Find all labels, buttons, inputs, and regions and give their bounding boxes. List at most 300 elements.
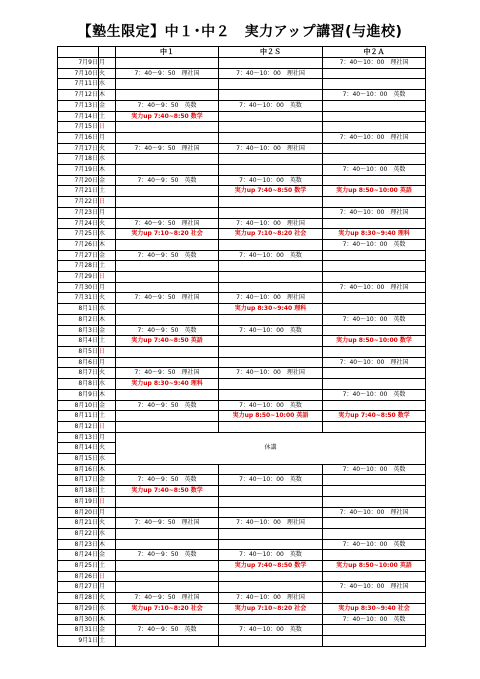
table-row xyxy=(58,475,426,486)
weekday-cell: 土 xyxy=(99,561,116,572)
date-cell: 8月14日 xyxy=(58,443,99,454)
date-cell: 7月21日 xyxy=(58,186,99,197)
grade2a-cell xyxy=(323,143,426,154)
date-cell: 7月25日 xyxy=(58,229,99,240)
grade2a-cell: 実力up 8:50~10:00 英語 xyxy=(323,561,426,572)
table-row xyxy=(58,432,426,443)
grade1-cell xyxy=(116,614,219,625)
date-cell: 7月16日 xyxy=(58,132,99,143)
grade2a-cell xyxy=(323,218,426,229)
grade2s-cell: 実力up 8:50~10:00 英語 xyxy=(219,411,323,422)
table-row xyxy=(58,207,426,218)
date-cell: 8月31日 xyxy=(58,625,99,636)
weekday-cell: 日 xyxy=(99,122,116,133)
grade1-cell xyxy=(116,539,219,550)
date-cell: 8月9日 xyxy=(58,389,99,400)
table-row xyxy=(58,261,426,272)
date-cell: 8月20日 xyxy=(58,507,99,518)
table-row xyxy=(58,111,426,122)
date-cell: 7月20日 xyxy=(58,175,99,186)
grade1-cell xyxy=(116,79,219,90)
table-row xyxy=(58,304,426,315)
weekday-cell: 火 xyxy=(99,68,116,79)
grade2s-cell xyxy=(219,122,323,133)
grade1-cell xyxy=(116,507,219,518)
date-cell: 8月8日 xyxy=(58,379,99,390)
date-cell: 8月2日 xyxy=(58,314,99,325)
grade1-cell xyxy=(116,261,219,272)
grade1-cell: 7：40～9：50 英数 xyxy=(116,625,219,636)
date-cell: 7月27日 xyxy=(58,250,99,261)
grade1-cell: 実力up 7:40~8:50 数学 xyxy=(116,486,219,497)
grade2a-cell xyxy=(323,346,426,357)
weekday-cell: 火 xyxy=(99,143,116,154)
table-row xyxy=(58,58,426,69)
grade2s-cell xyxy=(219,389,323,400)
date-cell: 7月23日 xyxy=(58,207,99,218)
grade1-cell: 実力up 7:40~8:50 英語 xyxy=(116,336,219,347)
grade1-cell xyxy=(116,122,219,133)
page-title: 【塾生限定】中１･中２ 実力アップ講習(与進校) xyxy=(77,24,403,40)
weekday-cell: 火 xyxy=(99,593,116,604)
grade2a-cell xyxy=(323,571,426,582)
date-cell: 8月23日 xyxy=(58,539,99,550)
weekday-cell: 日 xyxy=(99,421,116,432)
grade2a-cell xyxy=(323,68,426,79)
grade2s-cell: 7：40～10：00 英数 xyxy=(219,475,323,486)
grade1-cell: 7：40～9：50 理社国 xyxy=(116,68,219,79)
grade2a-cell xyxy=(323,197,426,208)
grade2a-cell xyxy=(323,518,426,529)
grade1-cell xyxy=(116,561,219,572)
date-cell: 8月6日 xyxy=(58,357,99,368)
grade2a-cell xyxy=(323,122,426,133)
grade2a-cell xyxy=(323,154,426,165)
grade1-cell xyxy=(116,496,219,507)
grade1-cell: 実力up 8:30~9:40 理科 xyxy=(116,379,219,390)
grade1-cell xyxy=(116,186,219,197)
grade1-cell: 7：40～9：50 英数 xyxy=(116,250,219,261)
weekday-cell: 木 xyxy=(99,539,116,550)
grade1-cell xyxy=(116,282,219,293)
grade2a-cell xyxy=(323,325,426,336)
table-row xyxy=(58,614,426,625)
date-cell: 7月18日 xyxy=(58,154,99,165)
weekday-cell: 火 xyxy=(99,443,116,454)
grade2s-cell xyxy=(219,528,323,539)
date-cell: 8月5日 xyxy=(58,346,99,357)
grade1-cell xyxy=(116,582,219,593)
date-cell: 7月24日 xyxy=(58,218,99,229)
grade2s-cell xyxy=(219,58,323,69)
grade1-cell: 7：40～9：50 英数 xyxy=(116,325,219,336)
grade2s-cell xyxy=(219,132,323,143)
grade2a-cell xyxy=(323,272,426,283)
header-grade2s: 中２Ｓ xyxy=(219,47,323,58)
closed-cell: 休講 xyxy=(116,432,426,464)
date-cell: 7月19日 xyxy=(58,165,99,176)
table-row xyxy=(58,218,426,229)
weekday-cell: 月 xyxy=(99,432,116,443)
weekday-cell: 水 xyxy=(99,79,116,90)
weekday-cell: 水 xyxy=(99,603,116,614)
grade2s-cell xyxy=(219,207,323,218)
weekday-cell: 水 xyxy=(99,304,116,315)
date-cell: 7月15日 xyxy=(58,122,99,133)
weekday-cell: 木 xyxy=(99,314,116,325)
grade1-cell xyxy=(116,304,219,315)
table-row xyxy=(58,496,426,507)
header-grade1: 中１ xyxy=(116,47,219,58)
grade2a-cell xyxy=(323,175,426,186)
table-row xyxy=(58,539,426,550)
grade2a-cell xyxy=(323,304,426,315)
grade2a-cell xyxy=(323,379,426,390)
grade1-cell: 実力up 7:40~8:50 数学 xyxy=(116,111,219,122)
date-cell: 9月1日 xyxy=(58,635,99,646)
date-cell: 8月30日 xyxy=(58,614,99,625)
grade2s-cell xyxy=(219,239,323,250)
weekday-cell: 土 xyxy=(99,635,116,646)
date-cell: 8月19日 xyxy=(58,496,99,507)
grade2a-cell: 実力up 8:50~10:00 英語 xyxy=(323,186,426,197)
grade2s-cell xyxy=(219,90,323,101)
grade1-cell xyxy=(116,239,219,250)
grade1-cell: 7：40～9：50 英数 xyxy=(116,550,219,561)
weekday-cell: 木 xyxy=(99,389,116,400)
grade2a-cell: 7：40～10：00 英数 xyxy=(323,389,426,400)
grade2a-cell: 7：40～10：00 理社国 xyxy=(323,582,426,593)
weekday-cell: 日 xyxy=(99,346,116,357)
date-cell: 8月10日 xyxy=(58,400,99,411)
date-cell: 8月7日 xyxy=(58,368,99,379)
grade1-cell xyxy=(116,357,219,368)
weekday-cell: 水 xyxy=(99,229,116,240)
grade2s-cell xyxy=(219,614,323,625)
grade1-cell xyxy=(116,207,219,218)
grade1-cell xyxy=(116,197,219,208)
date-cell: 8月28日 xyxy=(58,593,99,604)
date-cell: 7月11日 xyxy=(58,79,99,90)
date-cell: 7月31日 xyxy=(58,293,99,304)
table-row xyxy=(58,325,426,336)
weekday-cell: 土 xyxy=(99,186,116,197)
grade2s-cell: 7：40～10：00 理社国 xyxy=(219,293,323,304)
grade2s-cell xyxy=(219,635,323,646)
grade1-cell: 実力up 7:10~8:20 社会 xyxy=(116,229,219,240)
table-row xyxy=(58,464,426,475)
grade2s-cell: 実力up 7:10~8:20 社会 xyxy=(219,603,323,614)
table-row xyxy=(58,143,426,154)
weekday-cell: 月 xyxy=(99,282,116,293)
grade2a-cell xyxy=(323,293,426,304)
grade2a-cell: 実力up 8:30~9:40 社会 xyxy=(323,603,426,614)
grade2a-cell: 7：40～10：00 理社国 xyxy=(323,132,426,143)
header-row xyxy=(58,47,426,58)
grade2a-cell: 7：40～10：00 英数 xyxy=(323,239,426,250)
grade1-cell xyxy=(116,314,219,325)
date-cell: 8月22日 xyxy=(58,528,99,539)
table-row xyxy=(58,518,426,529)
date-cell: 8月11日 xyxy=(58,411,99,422)
table-row xyxy=(58,346,426,357)
weekday-cell: 水 xyxy=(99,454,116,465)
grade2a-cell xyxy=(323,593,426,604)
grade1-cell: 7：40～9：50 英数 xyxy=(116,175,219,186)
header-grade2a: 中２Ａ xyxy=(323,47,426,58)
weekday-cell: 月 xyxy=(99,582,116,593)
grade2s-cell xyxy=(219,357,323,368)
grade2a-cell: 実力up 8:30~9:40 理科 xyxy=(323,229,426,240)
grade2a-cell xyxy=(323,400,426,411)
weekday-cell: 水 xyxy=(99,154,116,165)
date-cell: 8月17日 xyxy=(58,475,99,486)
grade2s-cell: 7：40～10：00 英数 xyxy=(219,625,323,636)
weekday-cell: 金 xyxy=(99,250,116,261)
grade2a-cell xyxy=(323,100,426,111)
grade2a-cell xyxy=(323,79,426,90)
date-cell: 8月13日 xyxy=(58,432,99,443)
grade2a-cell xyxy=(323,421,426,432)
grade2s-cell xyxy=(219,282,323,293)
date-cell: 8月26日 xyxy=(58,571,99,582)
grade2s-cell xyxy=(219,346,323,357)
date-cell: 8月29日 xyxy=(58,603,99,614)
table-row xyxy=(58,593,426,604)
table-row xyxy=(58,582,426,593)
grade2s-cell: 7：40～10：00 英数 xyxy=(219,250,323,261)
grade2s-cell xyxy=(219,539,323,550)
grade2a-cell xyxy=(323,496,426,507)
date-cell: 7月30日 xyxy=(58,282,99,293)
grade2a-cell xyxy=(323,486,426,497)
grade2s-cell xyxy=(219,571,323,582)
table-row xyxy=(58,186,426,197)
grade2s-cell: 7：40～10：00 理社国 xyxy=(219,518,323,529)
table-row xyxy=(58,411,426,422)
grade2a-cell xyxy=(323,368,426,379)
grade2a-cell xyxy=(323,550,426,561)
table-row xyxy=(58,79,426,90)
grade2a-cell: 7：40～10：00 理社国 xyxy=(323,507,426,518)
table-row xyxy=(58,314,426,325)
date-cell: 8月1日 xyxy=(58,304,99,315)
grade2s-cell xyxy=(219,197,323,208)
schedule-body xyxy=(58,58,426,647)
weekday-cell: 金 xyxy=(99,475,116,486)
table-row xyxy=(58,100,426,111)
table-row xyxy=(58,389,426,400)
date-cell: 7月22日 xyxy=(58,197,99,208)
weekday-cell: 金 xyxy=(99,625,116,636)
schedule-table xyxy=(57,46,426,647)
grade2s-cell: 7：40～10：00 英数 xyxy=(219,325,323,336)
weekday-cell: 月 xyxy=(99,357,116,368)
weekday-cell: 火 xyxy=(99,218,116,229)
grade2a-cell: 実力up 7:40~8:50 数学 xyxy=(323,411,426,422)
table-row xyxy=(58,486,426,497)
grade2a-cell xyxy=(323,475,426,486)
grade2a-cell xyxy=(323,635,426,646)
grade2s-cell: 実力up 8:30~9:40 理科 xyxy=(219,304,323,315)
table-row xyxy=(58,239,426,250)
table-row xyxy=(58,154,426,165)
grade2s-cell xyxy=(219,165,323,176)
grade2s-cell xyxy=(219,261,323,272)
grade2s-cell: 7：40～10：00 理社国 xyxy=(219,218,323,229)
table-row xyxy=(58,368,426,379)
table-row xyxy=(58,197,426,208)
grade1-cell: 7：40～9：50 理社国 xyxy=(116,593,219,604)
grade1-cell: 7：40～9：50 理社国 xyxy=(116,143,219,154)
grade2s-cell xyxy=(219,314,323,325)
weekday-cell: 土 xyxy=(99,486,116,497)
weekday-cell: 火 xyxy=(99,293,116,304)
weekday-cell: 日 xyxy=(99,496,116,507)
weekday-cell: 月 xyxy=(99,207,116,218)
weekday-cell: 日 xyxy=(99,197,116,208)
grade2a-cell xyxy=(323,250,426,261)
grade2s-cell: 7：40～10：00 英数 xyxy=(219,100,323,111)
grade1-cell xyxy=(116,389,219,400)
grade1-cell: 7：40～9：50 理社国 xyxy=(116,218,219,229)
grade2a-cell: 7：40～10：00 英数 xyxy=(323,614,426,625)
grade2s-cell: 7：40～10：00 英数 xyxy=(219,550,323,561)
weekday-cell: 木 xyxy=(99,90,116,101)
weekday-cell: 金 xyxy=(99,550,116,561)
grade2s-cell xyxy=(219,507,323,518)
grade2s-cell xyxy=(219,421,323,432)
table-row xyxy=(58,68,426,79)
date-cell: 8月16日 xyxy=(58,464,99,475)
date-cell: 7月9日 xyxy=(58,58,99,69)
grade1-cell xyxy=(116,421,219,432)
header-weekday xyxy=(99,47,116,58)
header-date xyxy=(58,47,99,58)
weekday-cell: 金 xyxy=(99,100,116,111)
grade1-cell xyxy=(116,346,219,357)
grade1-cell: 7：40～9：50 英数 xyxy=(116,100,219,111)
weekday-cell: 金 xyxy=(99,175,116,186)
table-row xyxy=(58,272,426,283)
date-cell: 7月13日 xyxy=(58,100,99,111)
table-row xyxy=(58,336,426,347)
grade1-cell xyxy=(116,411,219,422)
grade2a-cell: 7：40～10：00 理社国 xyxy=(323,282,426,293)
table-row xyxy=(58,282,426,293)
date-cell: 8月24日 xyxy=(58,550,99,561)
grade1-cell xyxy=(116,464,219,475)
grade1-cell xyxy=(116,272,219,283)
grade2s-cell: 7：40～10：00 英数 xyxy=(219,400,323,411)
table-row xyxy=(58,90,426,101)
grade2s-cell: 実力up 7:40~8:50 数学 xyxy=(219,561,323,572)
grade1-cell xyxy=(116,58,219,69)
grade2s-cell xyxy=(219,111,323,122)
date-cell: 8月18日 xyxy=(58,486,99,497)
weekday-cell: 月 xyxy=(99,507,116,518)
weekday-cell: 土 xyxy=(99,336,116,347)
table-row xyxy=(58,175,426,186)
grade2a-cell: 7：40～10：00 英数 xyxy=(323,539,426,550)
date-cell: 7月17日 xyxy=(58,143,99,154)
table-row xyxy=(58,229,426,240)
weekday-cell: 木 xyxy=(99,464,116,475)
weekday-cell: 水 xyxy=(99,379,116,390)
date-cell: 8月27日 xyxy=(58,582,99,593)
weekday-cell: 土 xyxy=(99,261,116,272)
table-row xyxy=(58,379,426,390)
grade2s-cell: 7：40～10：00 英数 xyxy=(219,175,323,186)
table-row xyxy=(58,400,426,411)
table-row xyxy=(58,293,426,304)
weekday-cell: 火 xyxy=(99,368,116,379)
grade2s-cell xyxy=(219,154,323,165)
grade2s-cell xyxy=(219,336,323,347)
table-row xyxy=(58,635,426,646)
grade2s-cell: 7：40～10：00 理社国 xyxy=(219,68,323,79)
grade2s-cell: 7：40～10：00 理社国 xyxy=(219,593,323,604)
grade2a-cell xyxy=(323,111,426,122)
grade1-cell: 7：40～9：50 英数 xyxy=(116,400,219,411)
grade2s-cell xyxy=(219,464,323,475)
weekday-cell: 木 xyxy=(99,239,116,250)
weekday-cell: 月 xyxy=(99,132,116,143)
date-cell: 8月4日 xyxy=(58,336,99,347)
grade2s-cell xyxy=(219,486,323,497)
grade2a-cell xyxy=(323,528,426,539)
grade2s-cell xyxy=(219,79,323,90)
date-cell: 7月14日 xyxy=(58,111,99,122)
table-row xyxy=(58,250,426,261)
weekday-cell: 水 xyxy=(99,528,116,539)
table-row xyxy=(58,507,426,518)
date-cell: 7月29日 xyxy=(58,272,99,283)
weekday-cell: 木 xyxy=(99,614,116,625)
date-cell: 8月3日 xyxy=(58,325,99,336)
table-row xyxy=(58,122,426,133)
weekday-cell: 日 xyxy=(99,571,116,582)
table-row xyxy=(58,571,426,582)
date-cell: 7月28日 xyxy=(58,261,99,272)
grade2s-cell xyxy=(219,496,323,507)
table-row xyxy=(58,561,426,572)
grade1-cell xyxy=(116,132,219,143)
table-row xyxy=(58,603,426,614)
grade2a-cell: 7：40～10：00 英数 xyxy=(323,90,426,101)
weekday-cell: 火 xyxy=(99,518,116,529)
date-cell: 8月12日 xyxy=(58,421,99,432)
weekday-cell: 月 xyxy=(99,58,116,69)
weekday-cell: 木 xyxy=(99,165,116,176)
date-cell: 8月15日 xyxy=(58,454,99,465)
grade1-cell: 7：40～9：50 理社国 xyxy=(116,518,219,529)
grade2a-cell xyxy=(323,625,426,636)
weekday-cell: 金 xyxy=(99,325,116,336)
grade1-cell xyxy=(116,528,219,539)
grade2a-cell: 7：40～10：00 英数 xyxy=(323,165,426,176)
date-cell: 7月10日 xyxy=(58,68,99,79)
grade1-cell: 実力up 7:10~8:20 社会 xyxy=(116,603,219,614)
grade2s-cell: 実力up 7:10~8:20 社会 xyxy=(219,229,323,240)
grade2s-cell xyxy=(219,582,323,593)
grade1-cell xyxy=(116,154,219,165)
weekday-cell: 土 xyxy=(99,111,116,122)
grade1-cell xyxy=(116,90,219,101)
grade1-cell xyxy=(116,165,219,176)
table-row xyxy=(58,550,426,561)
date-cell: 7月26日 xyxy=(58,239,99,250)
